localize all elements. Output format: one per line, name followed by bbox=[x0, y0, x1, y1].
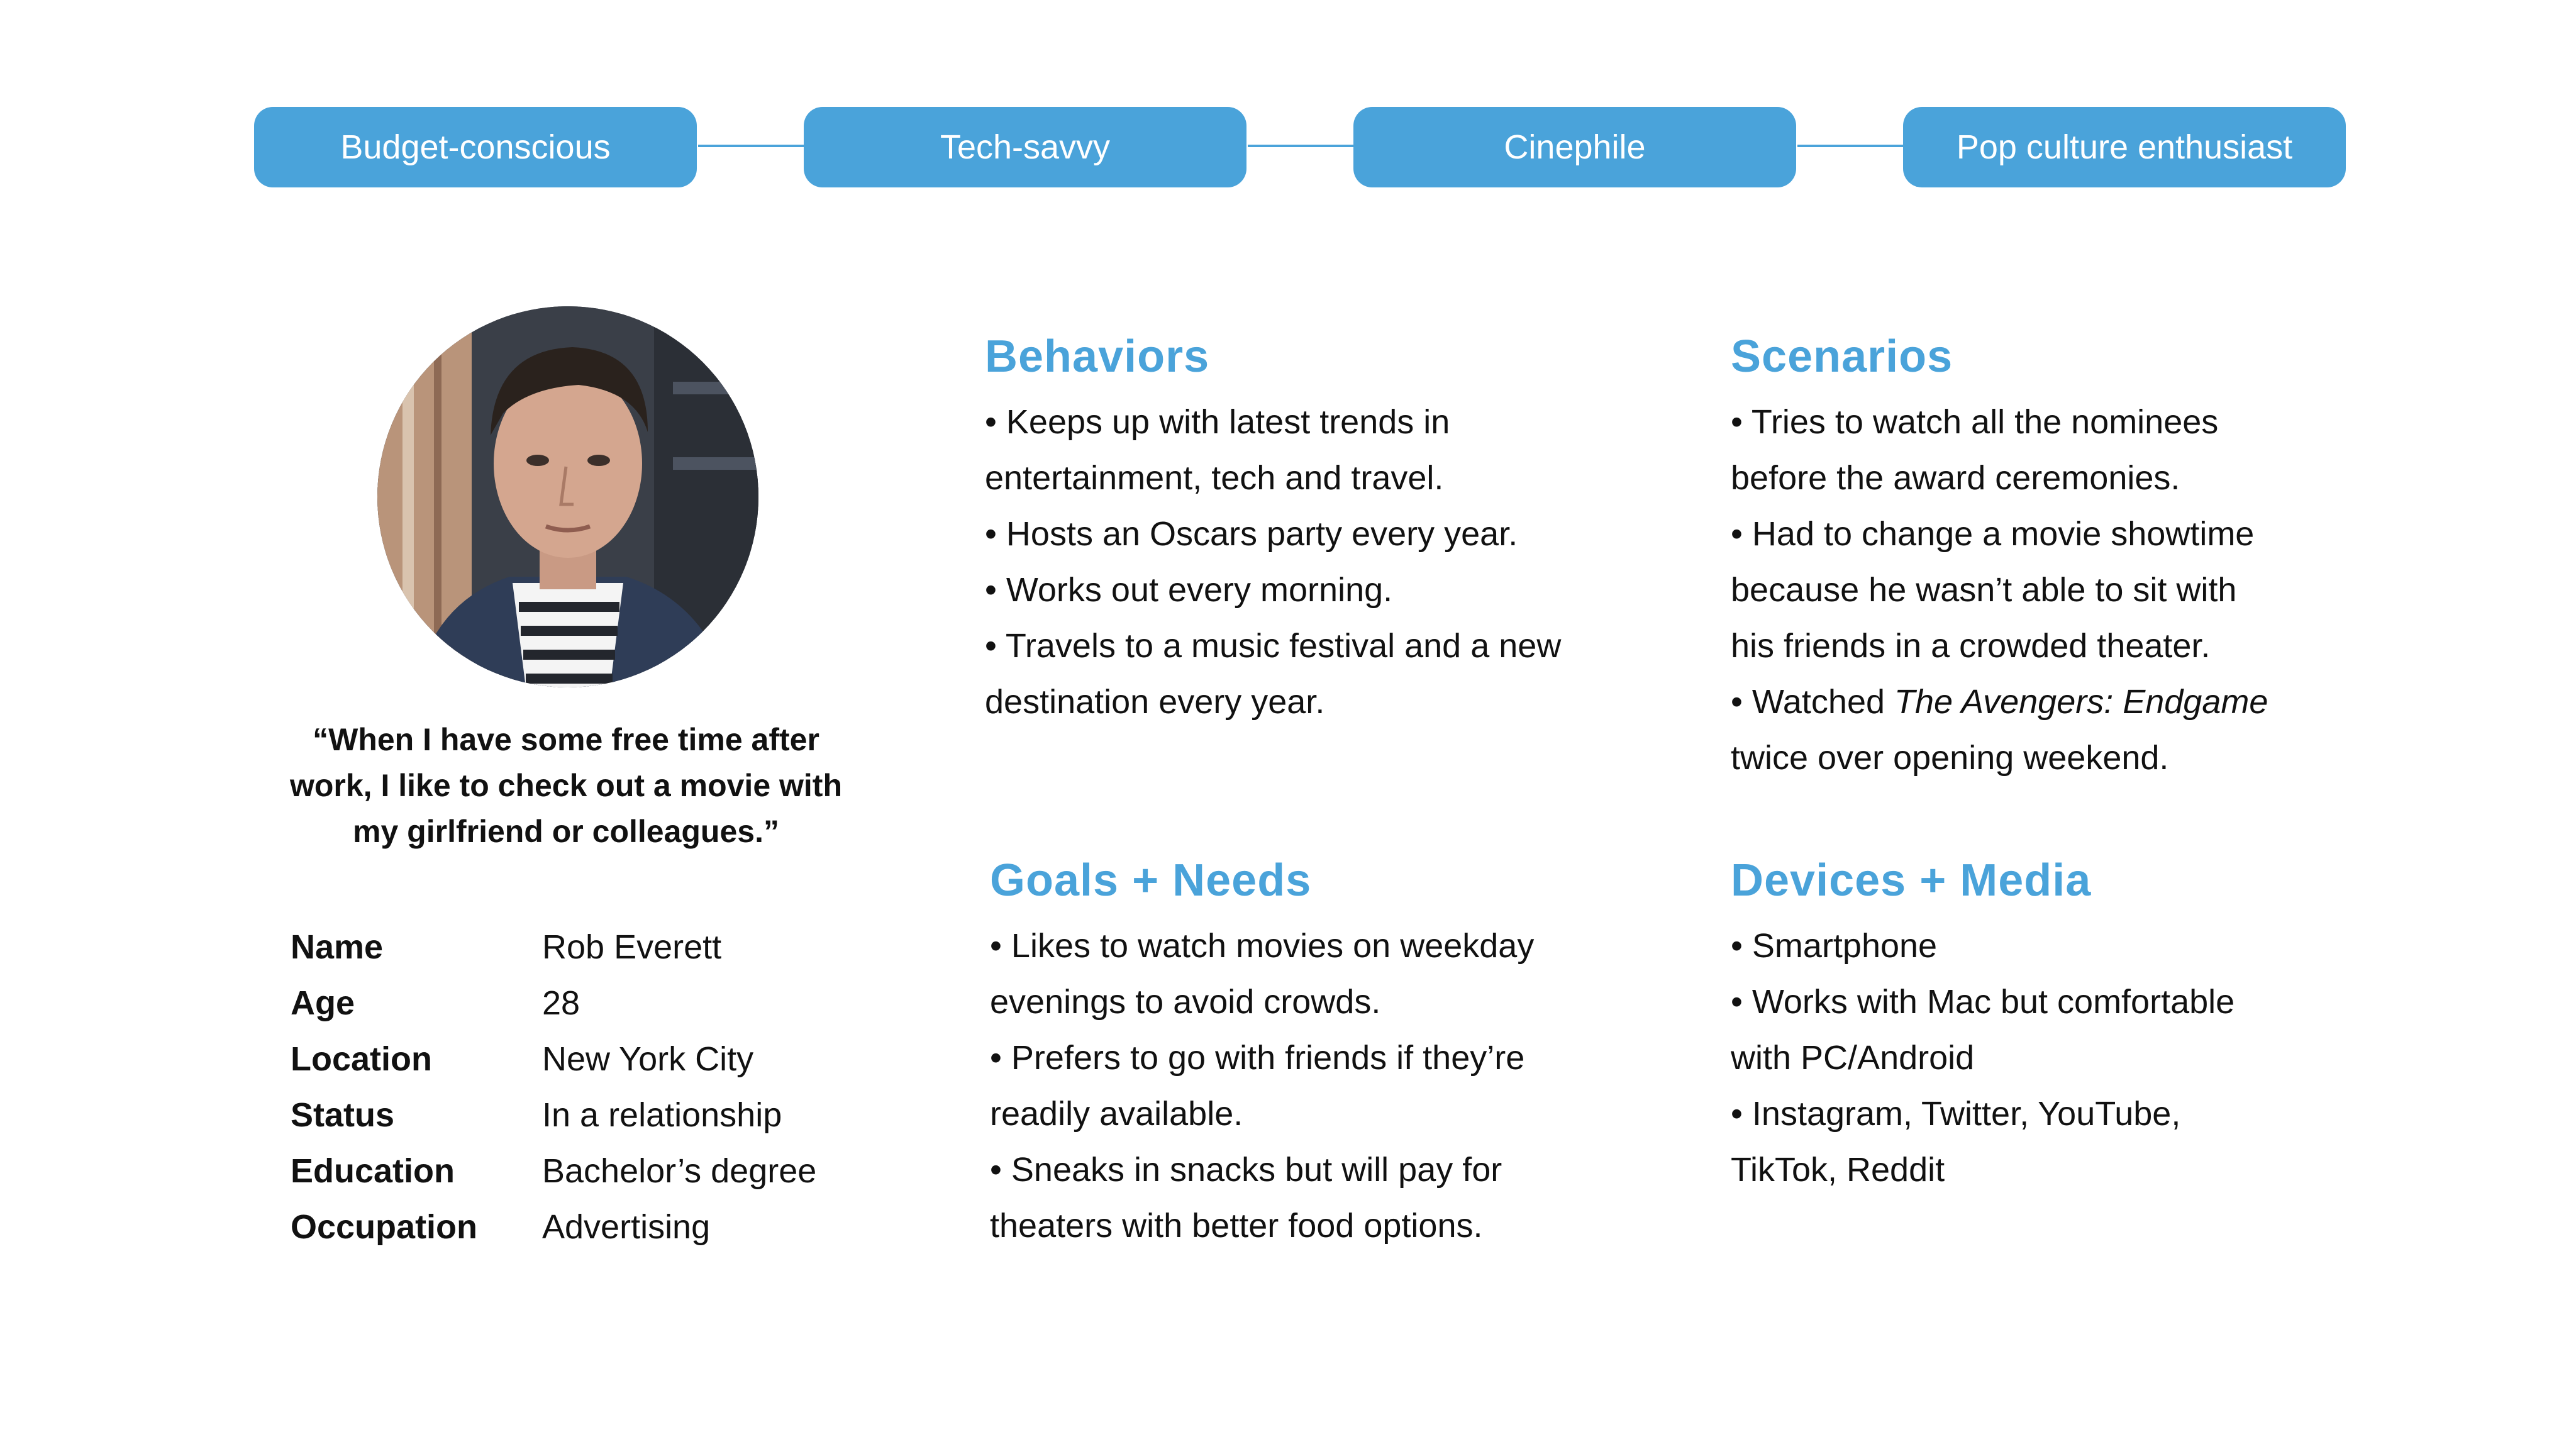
behaviors-list bbox=[985, 394, 1645, 730]
behaviors-heading: Behaviors bbox=[985, 331, 1210, 382]
scenarios-line: before the award ceremonies. bbox=[1731, 459, 2180, 497]
info-value: 28 bbox=[542, 984, 580, 1022]
behaviors-line: destination every year. bbox=[985, 683, 1325, 721]
info-value: Rob Everett bbox=[542, 928, 722, 966]
scenarios-line: because he wasn’t able to sit with bbox=[1731, 571, 2237, 609]
behaviors-line: • Hosts an Oscars party every year. bbox=[985, 515, 1518, 553]
persona-photo bbox=[377, 306, 758, 687]
behaviors-line: entertainment, tech and travel. bbox=[985, 459, 1444, 497]
info-label: Education bbox=[291, 1152, 455, 1190]
info-value: New York City bbox=[542, 1040, 754, 1078]
behaviors-line: • Works out every morning. bbox=[985, 571, 1393, 609]
info-label: Occupation bbox=[291, 1208, 478, 1246]
goals-line: • Prefers to go with friends if they’re bbox=[990, 1039, 1525, 1077]
info-label: Age bbox=[291, 984, 355, 1022]
trait-tags bbox=[0, 0, 2576, 201]
scenarios-line bbox=[1731, 674, 2391, 730]
behaviors-line: • Travels to a music festival and a new bbox=[985, 627, 1562, 665]
devices-line: • Instagram, Twitter, YouTube, bbox=[1731, 1095, 2181, 1133]
scenarios-line-prefix: • Watched bbox=[1731, 683, 1895, 721]
quote-line: my girlfriend or colleagues.” bbox=[353, 814, 779, 849]
scenarios-line: his friends in a crowded theater. bbox=[1731, 627, 2211, 665]
tag-pop-culture-enthusiast: Pop culture enthusiast bbox=[1903, 107, 2346, 187]
scenarios-line: twice over opening weekend. bbox=[1731, 739, 2169, 777]
tag-budget-conscious: Budget-conscious bbox=[254, 107, 697, 187]
goals-heading: Goals + Needs bbox=[990, 855, 1312, 906]
info-label: Name bbox=[291, 928, 384, 966]
goals-list bbox=[990, 918, 1650, 1254]
goals-line: evenings to avoid crowds. bbox=[990, 983, 1381, 1021]
tag-cinephile: Cinephile bbox=[1353, 107, 1796, 187]
person-portrait bbox=[377, 306, 758, 687]
tag-connector bbox=[1797, 145, 1904, 147]
scenarios-list bbox=[1731, 394, 2391, 786]
goals-line: • Sneaks in snacks but will pay for bbox=[990, 1151, 1502, 1189]
info-label: Location bbox=[291, 1040, 432, 1078]
info-value: Advertising bbox=[542, 1208, 711, 1246]
persona-quote bbox=[252, 717, 880, 855]
devices-line: with PC/Android bbox=[1731, 1039, 1975, 1077]
scenarios-line: • Had to change a movie showtime bbox=[1731, 515, 2255, 553]
info-value: In a relationship bbox=[542, 1096, 782, 1134]
info-label: Status bbox=[291, 1096, 395, 1134]
movie-title: The Avengers: Endgame bbox=[1894, 683, 2268, 721]
goals-section bbox=[990, 849, 1650, 1254]
behaviors-line: • Keeps up with latest trends in bbox=[985, 403, 1450, 441]
devices-line: • Smartphone bbox=[1731, 927, 1938, 965]
quote-line: “When I have some free time after bbox=[313, 722, 819, 757]
goals-line: readily available. bbox=[990, 1095, 1243, 1133]
quote-line: work, I like to check out a movie with bbox=[289, 768, 842, 803]
behaviors-section bbox=[985, 325, 1645, 730]
info-value: Bachelor’s degree bbox=[542, 1152, 817, 1190]
scenarios-section bbox=[1731, 325, 2391, 786]
devices-line: TikTok, Reddit bbox=[1731, 1151, 1945, 1189]
tag-connector bbox=[1248, 145, 1355, 147]
devices-heading: Devices + Media bbox=[1731, 855, 2092, 906]
goals-line: theaters with better food options. bbox=[990, 1207, 1483, 1245]
goals-line: • Likes to watch movies on weekday bbox=[990, 927, 1535, 965]
scenarios-heading: Scenarios bbox=[1731, 331, 1953, 382]
tag-tech-savvy: Tech-savvy bbox=[804, 107, 1246, 187]
devices-line: • Works with Mac but comfortable bbox=[1731, 983, 2235, 1021]
scenarios-line: • Tries to watch all the nominees bbox=[1731, 403, 2219, 441]
devices-section bbox=[1731, 849, 2391, 1198]
devices-list bbox=[1731, 918, 2391, 1198]
tag-connector bbox=[698, 145, 805, 147]
